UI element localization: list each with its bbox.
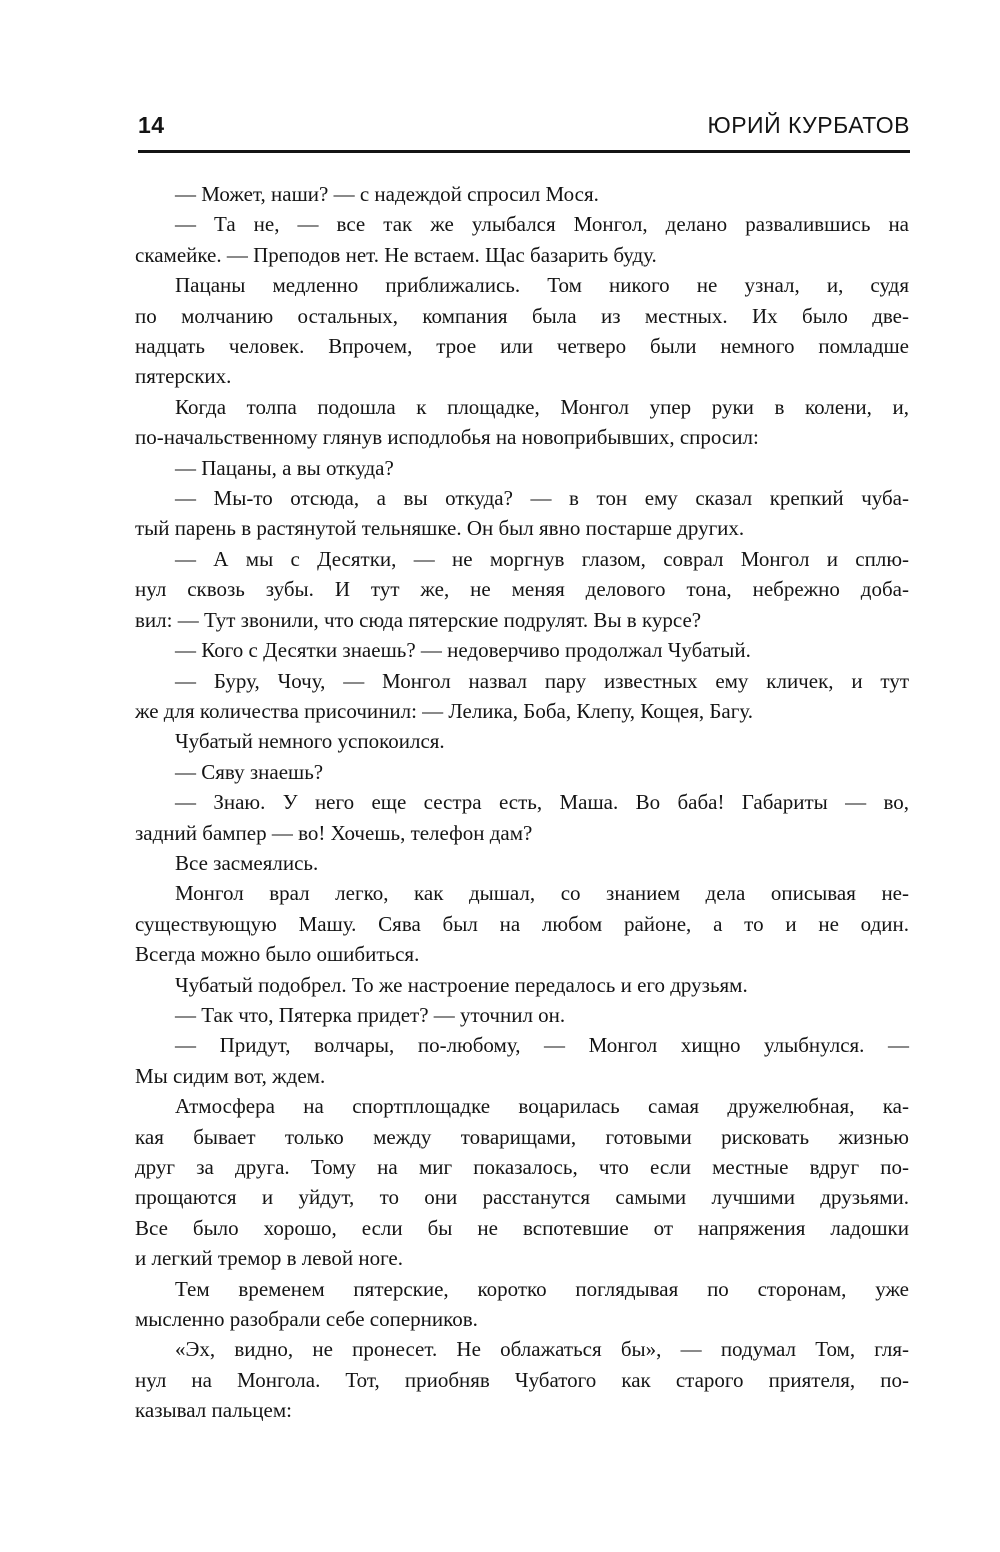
- text-line: казывал пальцем:: [135, 1398, 292, 1423]
- paragraph: [135, 666, 909, 727]
- text-line: по-начальственному глянув исподлобья на новоприбывших, спросил:: [135, 425, 759, 450]
- text-line: Все было хорошо, если бы не вспотевшие от напряжения ладошки: [135, 1215, 909, 1240]
- text-line: друг за друга. Тому на миг показалось, что если местные вдруг по-: [135, 1155, 909, 1179]
- text-line: Чубатый подобрел. То же настроение передалось и его друзьям.: [175, 972, 748, 997]
- paragraph: [135, 757, 909, 787]
- text-line: тый парень в растянутой тельняшке. Он был явно постарше других.: [135, 516, 745, 541]
- text-line: Когда толпа подошла к площадке, Монгол упер руки в колени, и,: [175, 394, 909, 419]
- text-line: прощаются и уйдут, то они расстанутся самыми лучшими друзьями.: [135, 1185, 909, 1210]
- text-line: — Кого с Десятки знаешь? — недоверчиво продолжал Чубатый.: [175, 638, 751, 663]
- text-line: вил: — Тут звонили, что сюда пятерские подрулят. Вы в курсе?: [135, 607, 702, 632]
- paragraph: [135, 1274, 909, 1335]
- text-line: кая бывает только между товарищами, готовыми рисковать жизнью: [135, 1124, 909, 1149]
- paragraph: [135, 787, 909, 848]
- page-number: 14: [138, 112, 165, 138]
- paragraph: [135, 635, 909, 665]
- text-line: «Эх, видно, не пронесет. Не облажаться бы», — подумал Том, гля-: [175, 1337, 909, 1362]
- paragraph: [135, 270, 909, 392]
- text-line: по молчанию остальных, компания была из местных. Их было две-: [135, 303, 909, 328]
- text-line: — Может, наши? — с надеждой спросил Мося.: [175, 182, 599, 206]
- text-line: — Та не, — все так же улыбался Монгол, делано развалившись на: [175, 212, 909, 237]
- text-line: — А мы с Десятки, — не моргнув глазом, соврал Монгол и сплю-: [175, 546, 909, 571]
- paragraph: [135, 392, 909, 453]
- text-line: Атмосфера на спортплощадке воцарилась самая дружелюбная, ка-: [175, 1094, 909, 1119]
- page-body: [135, 179, 909, 1426]
- text-line: — Пацаны, а вы откуда?: [175, 455, 394, 480]
- paragraph: [135, 1091, 909, 1273]
- paragraph: [135, 453, 909, 483]
- text-line: Чубатый немного успокоился.: [175, 729, 445, 754]
- text-line: и легкий тремор в левой ноге.: [135, 1246, 403, 1271]
- text-line: Мы сидим вот, ждем.: [135, 1063, 326, 1088]
- text-line: Пацаны медленно приближались. Том никого не узнал, и, судя: [175, 273, 909, 298]
- text-line: Тем временем пятерские, коротко поглядывая по сторонам, уже: [175, 1276, 909, 1301]
- paragraph: [135, 848, 909, 878]
- running-head: [138, 114, 910, 137]
- paragraph: [135, 1030, 909, 1091]
- paragraph: [135, 544, 909, 635]
- header-rule: [138, 150, 910, 153]
- text-line: надцать человек. Впрочем, трое или четверо были немного помладше: [135, 334, 909, 359]
- paragraph: [135, 878, 909, 969]
- text-line: скамейке. — Преподов нет. Не встаем. Щас базарить буду.: [135, 242, 657, 267]
- text-line: Все засмеялись.: [175, 850, 319, 875]
- text-line: — Сяву знаешь?: [175, 759, 324, 784]
- text-line: — Придут, волчары, по-любому, — Монгол хищно улыбнулся. —: [175, 1033, 909, 1058]
- text-line: — Так что, Пятерка придет? — уточнил он.: [175, 1002, 566, 1027]
- text-line: задний бампер — во! Хочешь, телефон дам?: [135, 820, 533, 845]
- paragraph: [135, 1334, 909, 1425]
- paragraph: [135, 726, 909, 756]
- text-line: нул на Монгола. Тот, приобняв Чубатого как старого приятеля, по-: [135, 1367, 909, 1392]
- text-line: же для количества присочинил: — Лелика, Боба, Клепу, Кощея, Багу.: [135, 698, 754, 723]
- paragraph: [135, 483, 909, 544]
- text-line: мысленно разобрали себе соперников.: [135, 1307, 478, 1332]
- text-line: — Знаю. У него еще сестра есть, Маша. Во баба! Габариты — во,: [175, 790, 909, 815]
- text-line: пятерских.: [135, 364, 232, 389]
- text-line: Монгол врал легко, как дышал, со знанием дела описывая не-: [175, 881, 909, 906]
- text-line: — Буру, Чочу, — Монгол назвал пару известных ему кличек, и тут: [175, 668, 909, 693]
- paragraph: [135, 1000, 909, 1030]
- running-title: ЮРИЙ КУРБАТОВ: [707, 112, 910, 138]
- paragraph: [135, 179, 909, 209]
- paragraph: [135, 209, 909, 270]
- paragraph: [135, 970, 909, 1000]
- text-line: Всегда можно было ошибиться.: [135, 942, 420, 967]
- text-line: нул сквозь зубы. И тут же, не меняя делового тона, небрежно доба-: [135, 577, 909, 602]
- text-line: — Мы-то отсюда, а вы откуда? — в тон ему сказал крепкий чуба-: [175, 486, 909, 511]
- text-line: существующую Машу. Сява был на любом районе, а то и не один.: [135, 911, 909, 936]
